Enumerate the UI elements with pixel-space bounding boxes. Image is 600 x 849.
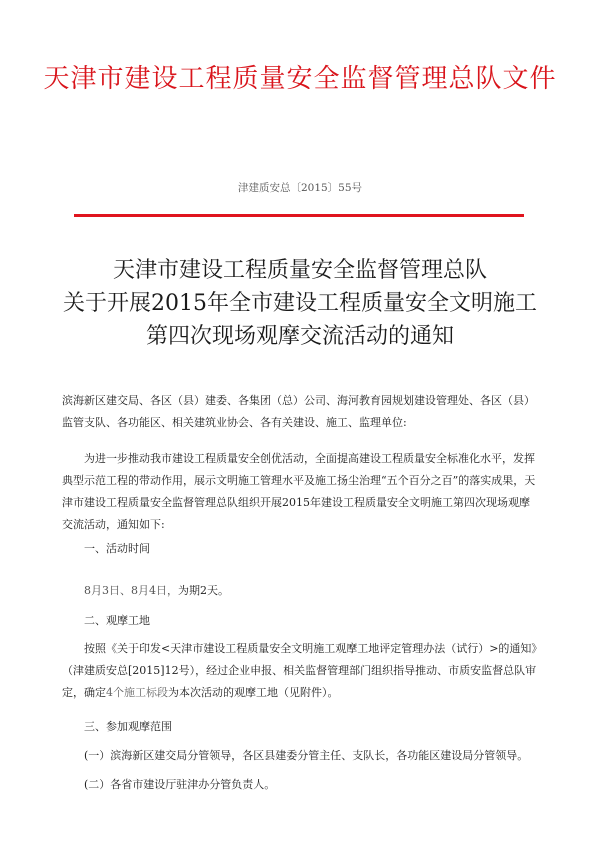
red-divider: [74, 214, 524, 217]
section-3-item-2: (二）各省市建设厅驻津办分管负责人。: [84, 778, 276, 791]
section-2-text-end: 为本次活动的观摩工地（见附件）。: [168, 686, 339, 699]
addressee: 滨海新区建交局、各区（县）建委、各集团（总）公司、海河教育园规划建设管理处、各区（县）监管支队、各功能区、相关建筑业协会、各有关建设、施工、监理单位:: [62, 394, 535, 429]
section-1-dates: 8月3日、8月4日，: [84, 584, 178, 597]
title-line-2: 关于开展2015年全市建设工程质量安全文明施工: [63, 291, 537, 316]
section-2-heading: 二、观摩工地: [84, 614, 150, 627]
section-2-text: [62, 638, 540, 704]
section-2-text-main: 按照《关于印发<天津市建设工程质量安全文明施工观摩工地评定管理办法（试行）>的通知》（津建质安总[2015]12号），经过企业申报、相关监督管理部门组织指导推动、市质安监督总队审定，确定: [62, 642, 537, 699]
masthead-title: 天津市建设工程质量安全监督管理总队文件: [43, 64, 557, 94]
section-3-item-1: (一）滨海新区建交局分管领导，各区县建委分管主任、支队长，各功能区建设局分管领导。: [84, 749, 529, 762]
title-line-1: 天津市建设工程质量安全监督管理总队: [112, 258, 487, 283]
section-2-site-count: 4个施工标段: [106, 686, 168, 699]
section-3-heading: 三、参加观摩范围: [84, 720, 172, 733]
intro-paragraph: 为进一步推动我市建设工程质量安全创优活动，全面提高建设工程质量安全标准化水平，发挥典型示范工程的带动作用，展示文明施工管理水平及施工扬尘治理“五个百分之百”的落实成果，天津市建设工程质量安全监督管理总队组织开展2015年建设工程质量安全文明施工第四次现场观摩交流活动，通知如下:: [62, 452, 536, 531]
section-1-text: [62, 580, 540, 602]
section-1-heading: 一、活动时间: [84, 542, 150, 555]
section-1-duration: 为期2天。: [178, 584, 229, 597]
document-number: 津建质安总〔2015〕55号: [237, 182, 363, 194]
title-line-3: 第四次现场观摩交流活动的通知: [145, 324, 454, 349]
